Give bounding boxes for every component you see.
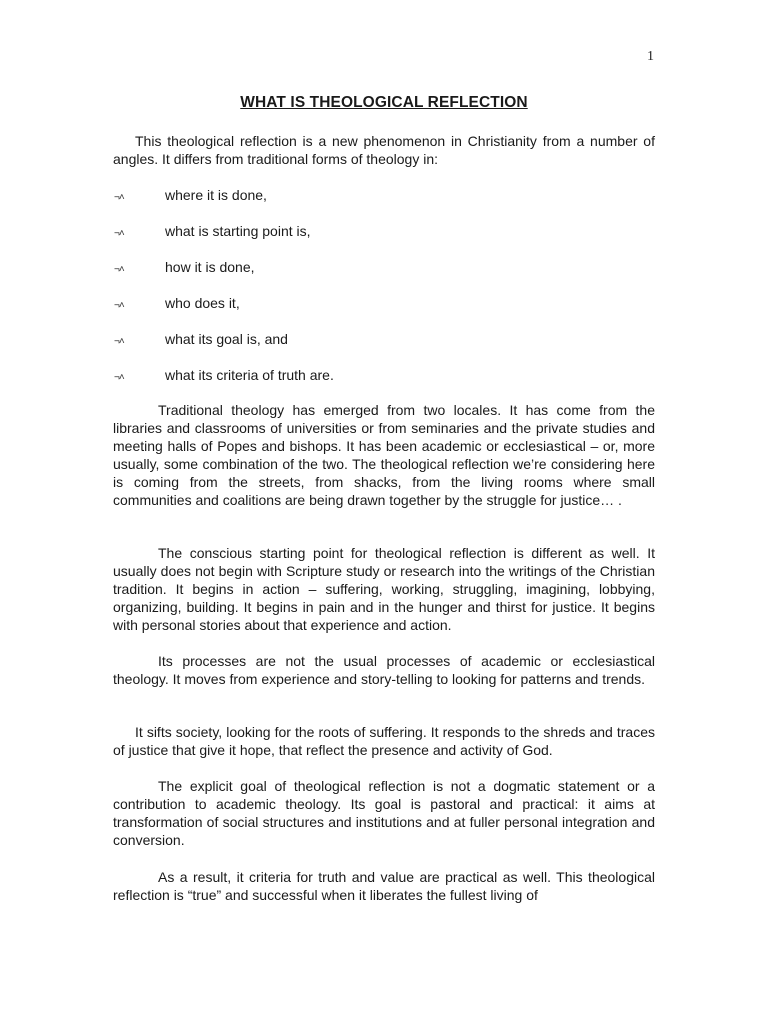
page-number: 1 (647, 49, 654, 64)
list-item (113, 258, 655, 294)
bullet-icon: ¬˄ (114, 372, 124, 383)
list-item-text: where it is done, (165, 187, 267, 203)
paragraph-processes: Its processes are not the usual processes of academic or ecclesiastical theology. It moves from experience and story-telling to looking for patterns and trends. (113, 653, 655, 687)
document-title: WHAT IS THEOLOGICAL REFLECTION (240, 94, 528, 111)
bullet-icon: ¬˄ (114, 300, 124, 311)
bullet-icon: ¬˄ (114, 228, 124, 239)
bullet-icon: ¬˄ (114, 192, 124, 203)
paragraph-starting-point: The conscious starting point for theological reflection is different as well. It usually does not begin with Scripture study or research into the writings of the Christian tradition. It begins in action – suffering, working, struggling, imagining, lobbying, organizing, building. It begins in pain and in the hunger and thirst for justice. It begins with personal stories about that experience and action. (113, 545, 655, 633)
list-item-text: what is starting point is, (165, 223, 311, 239)
bullet-icon: ¬˄ (114, 264, 124, 275)
list-item (113, 294, 655, 330)
list-item-text: who does it, (165, 295, 240, 311)
paragraph-explicit-goal: The explicit goal of theological reflection is not a dogmatic statement or a contribution to academic theology. Its goal is pastoral and practical: it aims at transformation of social structures and institutions and at fuller personal integration and conversion. (113, 778, 655, 848)
paragraph-criteria: As a result, it criteria for truth and value are practical as well. This theological reflection is “true” and successful when it liberates the fullest living of (113, 869, 655, 903)
list-item (113, 330, 655, 366)
bullet-list (113, 186, 655, 402)
list-item (113, 366, 655, 402)
list-item-text: what its criteria of truth are. (165, 367, 334, 383)
list-item-text: how it is done, (165, 259, 255, 275)
bullet-icon: ¬˄ (114, 336, 124, 347)
paragraph-sifts-society: It sifts society, looking for the roots of suffering. It responds to the shreds and traces of justice that give it hope, that reflect the presence and activity of God. (113, 724, 655, 758)
intro-paragraph: This theological reflection is a new phenomenon in Christianity from a number of angles. It differs from traditional forms of theology in: (113, 133, 655, 167)
paragraph-traditional-theology: Traditional theology has emerged from two locales. It has come from the libraries and classrooms of universities or from seminaries and the private studies and meeting halls of Popes and bishops. It has been academic or ecclesiastical – or, more usually, some combination of the two. The theological reflection we’re considering here is coming from the streets, from shacks, from the living rooms where small communities and coalitions are being drawn together by the struggle for justice… . (113, 402, 655, 508)
list-item (113, 222, 655, 258)
list-item-text: what its goal is, and (165, 331, 288, 347)
list-item (113, 186, 655, 222)
